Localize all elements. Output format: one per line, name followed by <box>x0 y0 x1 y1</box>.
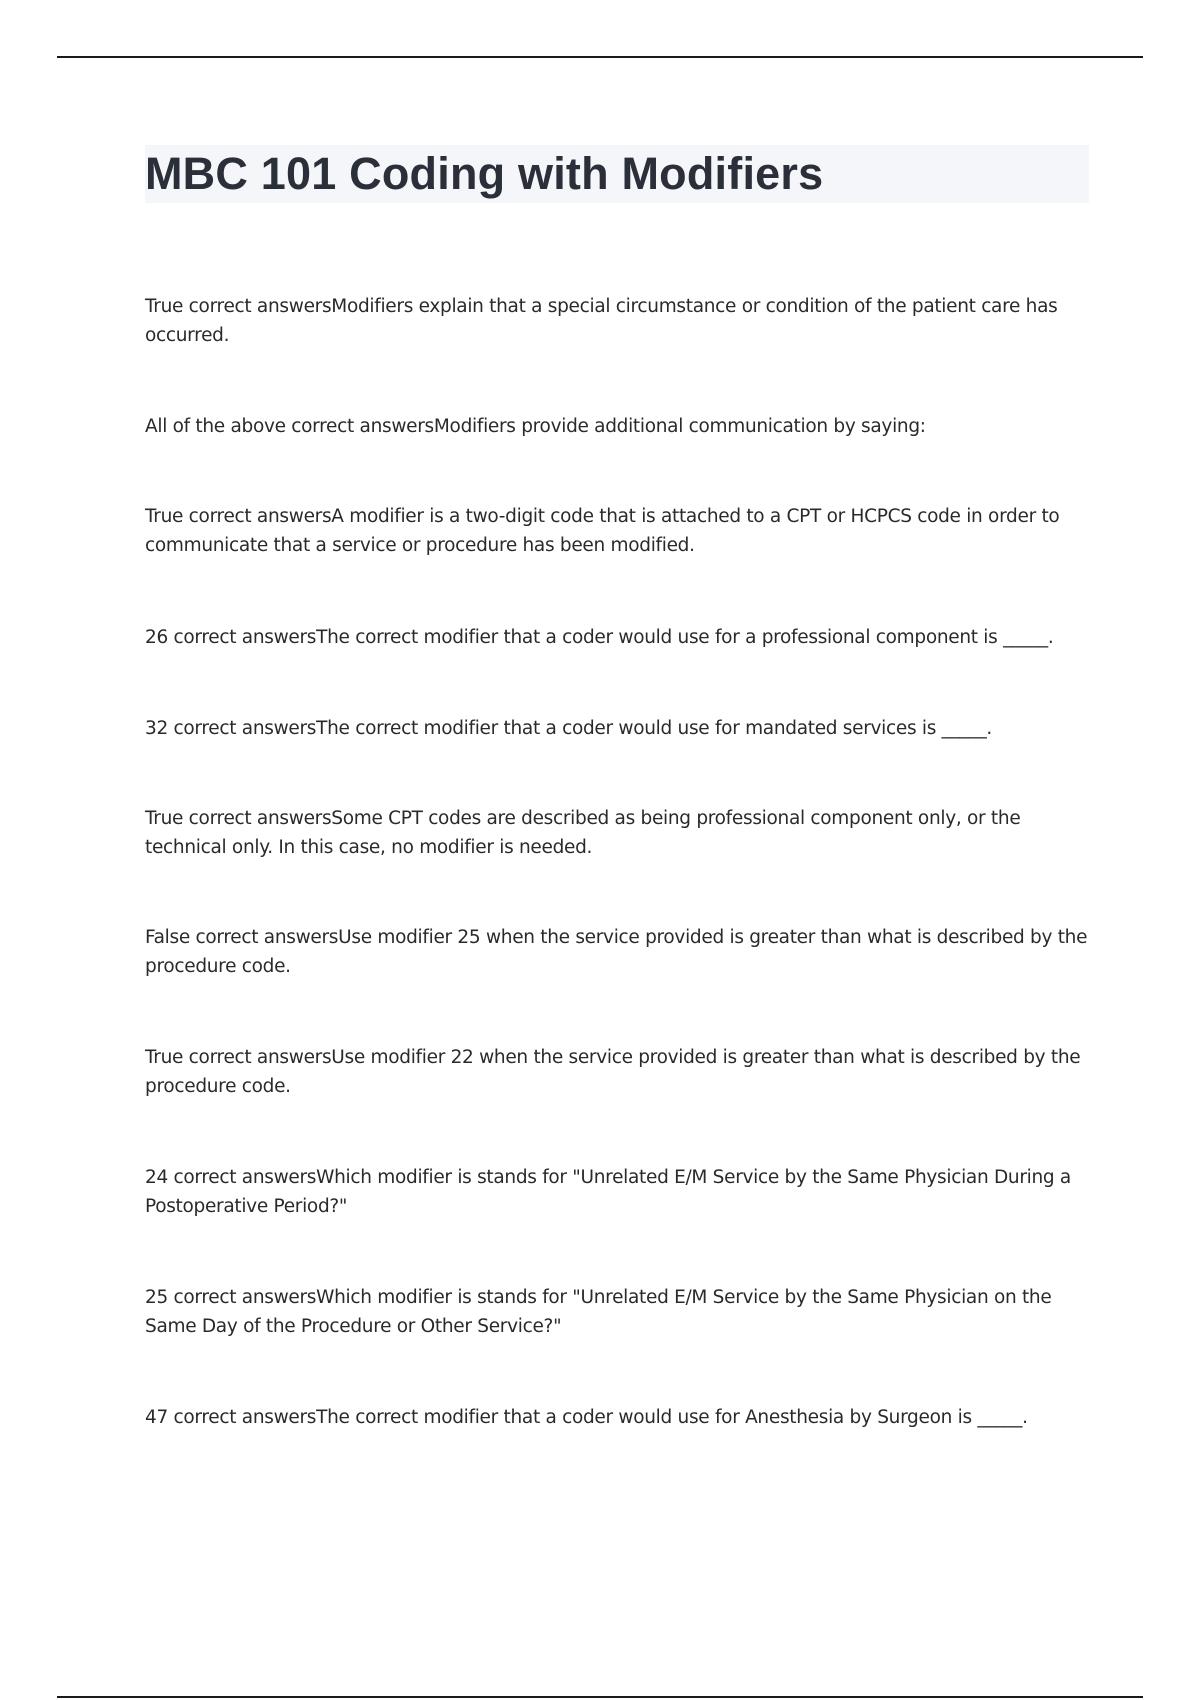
qa-item-1: True correct answersModifiers explain that a special circumstance or condition of the patient care has occurred. <box>145 296 1058 346</box>
qa-item-8: True correct answersUse modifier 22 when the service provided is greater than what is described by the procedure code. <box>145 1047 1081 1097</box>
qa-item-3: True correct answersA modifier is a two-digit code that is attached to a CPT or HCPCS code in order to communicate that a service or procedure has been modified. <box>145 506 1060 556</box>
top-divider <box>57 56 1143 58</box>
qa-item-6: True correct answersSome CPT codes are described as being professional component only, or the technical only. In this case, no modifier is needed. <box>145 808 1021 858</box>
qa-item-7: False correct answersUse modifier 25 when the service provided is greater than what is described by the procedure code. <box>145 927 1088 977</box>
qa-item-11: 47 correct answersThe correct modifier that a coder would use for Anesthesia by Surgeon is _____. <box>145 1407 1028 1428</box>
qa-item-10: 25 correct answersWhich modifier is stands for "Unrelated E/M Service by the Same Physician on the Same Day of the Procedure or Other Service?" <box>145 1287 1052 1337</box>
bottom-divider <box>57 1696 1143 1698</box>
qa-item-4: 26 correct answersThe correct modifier that a coder would use for a professional component is _____. <box>145 627 1054 648</box>
qa-item-5: 32 correct answersThe correct modifier that a coder would use for mandated services is _____. <box>145 718 992 739</box>
qa-item-9: 24 correct answersWhich modifier is stands for "Unrelated E/M Service by the Same Physician During a Postoperative Period?" <box>145 1167 1071 1217</box>
page-title: MBC 101 Coding with Modifiers <box>145 148 824 199</box>
qa-item-2: All of the above correct answersModifiers provide additional communication by saying: <box>145 416 926 437</box>
